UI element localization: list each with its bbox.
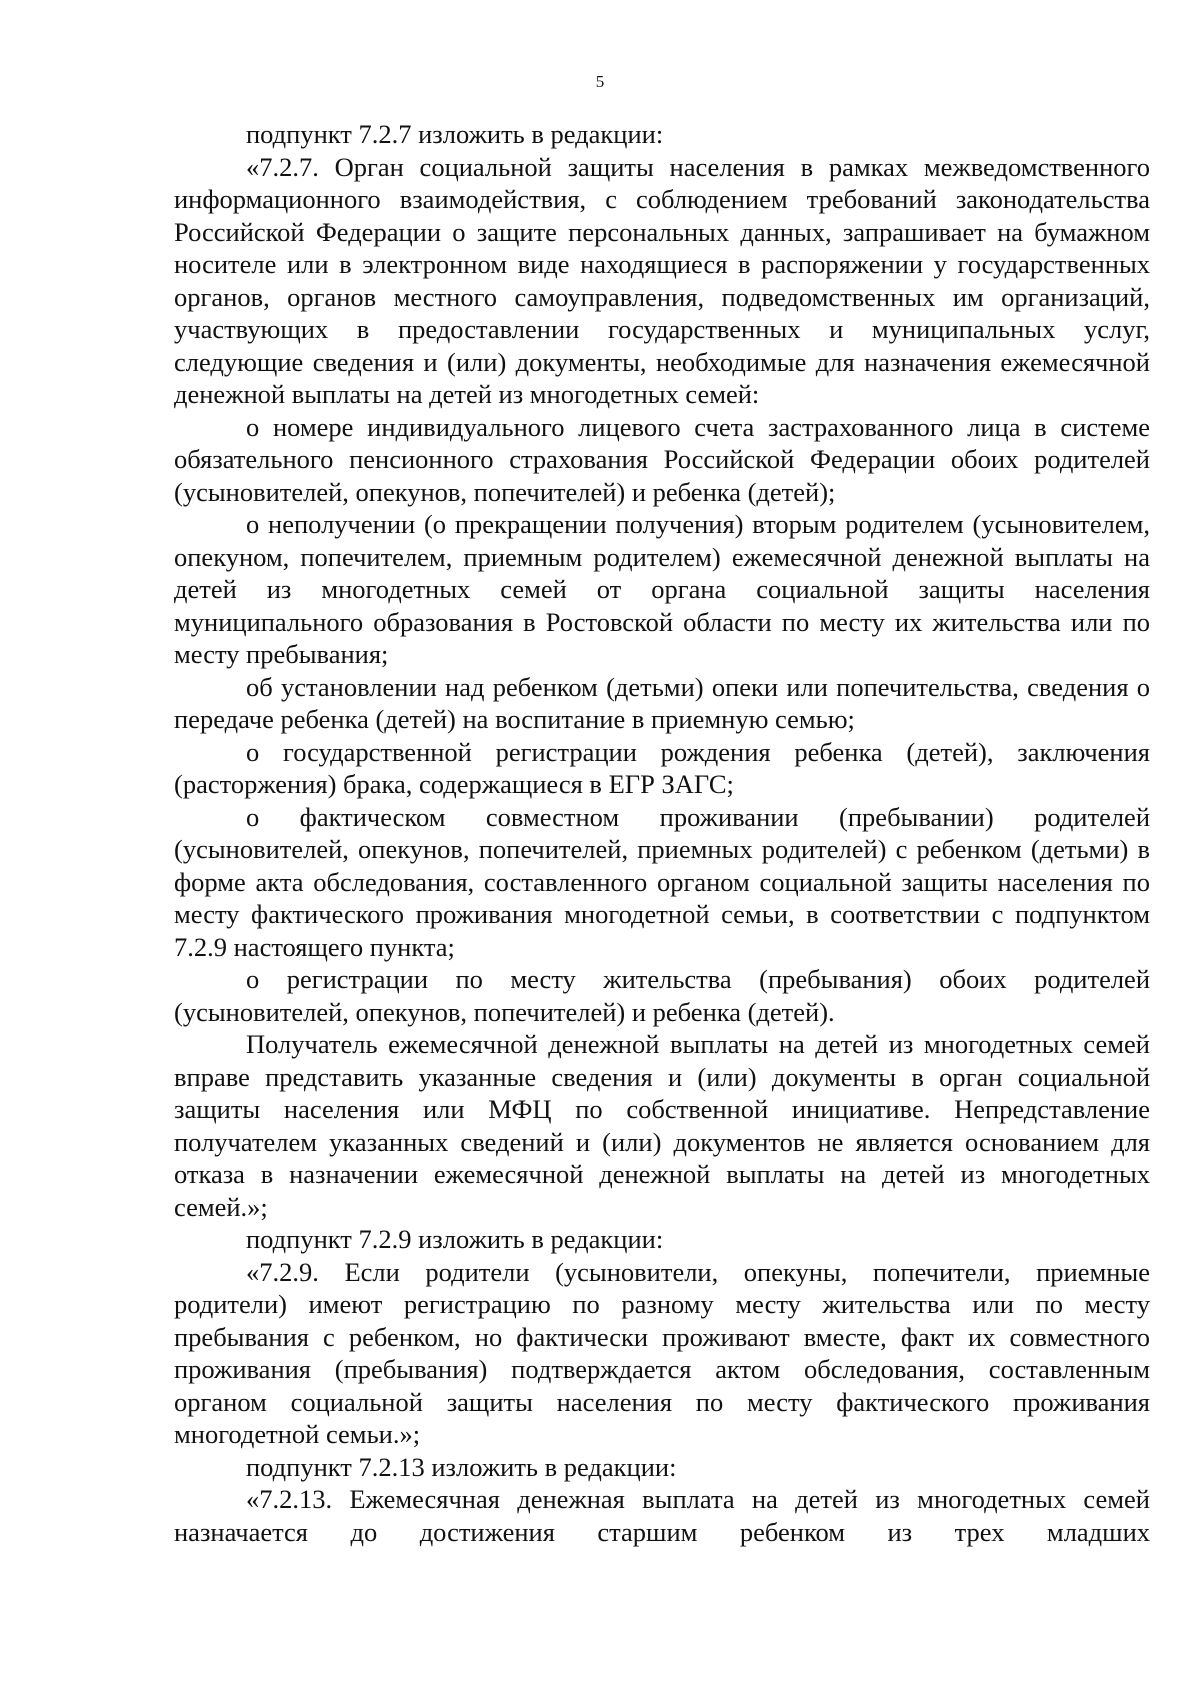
- paragraph-7-2-9-text: «7.2.9. Если родители (усыновители, опекуны, попечители, приемные родители) имеют регистрацию по разному месту жительства или по месту пребывания с ребенком, но фактически проживают вместе, факт их совместного проживания (пребывания) подтверждается актом обследования, составленным органом социальной защиты населения по месту фактического проживания многодетной семьи.»;: [174, 1256, 1150, 1449]
- paragraph-non-receipt: о неполучении (о прекращении получения) вторым родителем (усыновителем, опекуном, попечителем, приемным родителем) ежемесячной денежной выплаты на детей из многодетных семей от органа социальной защиты населения муниципального образования в Ростовской области по месту их жительства или по месту пребывания;: [174, 509, 1150, 669]
- paragraph-7-2-7-intro: подпункт 7.2.7 изложить в редакции:: [246, 119, 664, 149]
- paragraph-7-2-13-text: «7.2.13. Ежемесячная денежная выплата на детей из многодетных семей назначается до достижения старшим ребенком из трех младших: [174, 1484, 1150, 1547]
- paragraph-guardianship: об установлении над ребенком (детьми) опеки или попечительства, сведения о передаче ребенка (детей) на воспитание в приемную семью;: [174, 671, 1150, 734]
- page-number: 5: [595, 72, 605, 91]
- paragraph-residence-registration: о регистрации по месту жительства (пребывания) обоих родителей (усыновителей, опекунов, попечителей) и ребенка (детей).: [174, 964, 1150, 1027]
- paragraph-7-2-9-intro: подпункт 7.2.9 изложить в редакции:: [246, 1224, 664, 1254]
- paragraph-7-2-13-intro: подпункт 7.2.13 изложить в редакции:: [246, 1451, 677, 1482]
- paragraph-state-registration: о государственной регистрации рождения ребенка (детей), заключения (расторжения) брака, содержащиеся в ЕГР ЗАГС;: [174, 736, 1150, 799]
- paragraph-7-2-7-text: «7.2.7. Орган социальной защиты населения в рамках межведомственного информационного взаимодействия, с соблюдением требований законодательства Российской Федерации о защите персональных данных, запрашивает на бумажном носителе или в электронном виде находящиеся в распоряжении у государственных органов, органов местного самоуправления, подведомственных им организаций, участвующих в предоставлении государственных и муниципальных услуг, следующие сведения и (или) документы, необходимые для назначения ежемесячной денежной выплаты на детей из многодетных семей:: [174, 151, 1150, 409]
- paragraph-account-number: о номере индивидуального лицевого счета застрахованного лица в системе обязательного пенсионного страхования Российской Федерации обоих родителей (усыновителей, опекунов, попечителей) и ребенка (детей);: [174, 411, 1150, 507]
- document-body: [174, 118, 1150, 1548]
- paragraph-cohabitation: о фактическом совместном проживании (пребывании) родителей (усыновителей, опекунов, попечителей, приемных родителей) с ребенком (детьми) в форме акта обследования, составленного органом социальной защиты населения по месту фактического проживания многодетной семьи, в соответствии с подпунктом 7.2.9 настоящего пункта;: [174, 801, 1150, 962]
- paragraph-recipient-initiative: Получатель ежемесячной денежной выплаты на детей из многодетных семей вправе представить указанные сведения и (или) документы в орган социальной защиты населения или МФЦ по собственной инициативе. Непредставление получателем указанных сведений и (или) документов не является основанием для отказа в назначении ежемесячной денежной выплаты на детей из многодетных семей.»;: [174, 1029, 1150, 1222]
